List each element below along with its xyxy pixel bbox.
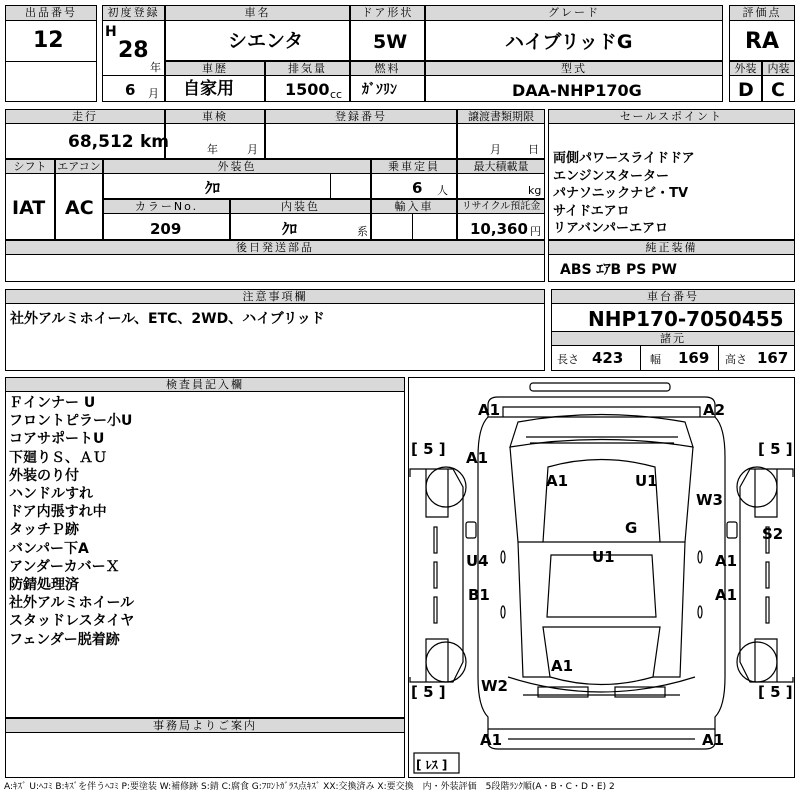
dims-width-label: 幅 (650, 353, 661, 366)
inspector-header: 検査員記入欄 (5, 377, 405, 392)
score-header: 評価点 (729, 5, 795, 21)
plate-header: 登録番号 (265, 109, 457, 124)
inspector-line: アンダーカバーＸ (9, 558, 120, 575)
ac-header: エアコン (55, 159, 103, 174)
chassis-value: NHP170-7050455 (588, 307, 784, 331)
sales-point-item: エンジンスターター (553, 168, 669, 184)
damage-mark: A1 (480, 731, 503, 749)
damage-mark: W3 (696, 491, 723, 509)
max-load-unit: kg (528, 184, 542, 197)
first-registration-year-unit: 年 (150, 61, 161, 74)
mileage-unit: km (140, 132, 170, 152)
legend: A:ｷｽﾞ U:ﾍｺﾐ B:ｷｽﾞを伴うﾍｺﾐ P:要塗装 W:補修跡 S:錆 C:腐食 G:ﾌﾛﾝﾄｶﾞﾗｽ点ｷｽﾞ XX:交換済み X:要交換 内・外装評価 5段階ﾗﾝｸ順(A・B・C・D・E) 2 (4, 782, 615, 792)
import-header: 輸入車 (371, 199, 457, 214)
int-color-header: 内装色 (230, 199, 371, 214)
damage-mark: A1 (715, 586, 738, 604)
door-value: 5W (373, 31, 408, 53)
color-no-header: カラーNo. (103, 199, 230, 214)
inspection-year-unit: 年 (207, 143, 218, 156)
sales-points-header: セールスポイント (548, 109, 795, 124)
int-grade-value: C (771, 79, 785, 101)
damage-mark: A1 (715, 552, 738, 570)
inspector-line: 防錆処理済 (9, 577, 79, 594)
notes-header: 注意事項欄 (5, 289, 545, 304)
inspection-header: 車検 (165, 109, 265, 124)
score-value: RA (745, 29, 779, 54)
int-color-value: ｸﾛ (282, 220, 298, 238)
ext-grade-header: 外装 (729, 61, 762, 76)
recycle-header: リサイクル預託金 (457, 199, 545, 214)
damage-mark: W2 (481, 677, 508, 695)
chassis-header: 車台番号 (551, 289, 795, 304)
tire-mark-front-right: [ 5 ] (758, 440, 793, 458)
sales-point-item: サイドエアロ (553, 203, 630, 219)
damage-mark: A1 (546, 472, 569, 490)
int-color-unit: 系 (357, 225, 368, 238)
first-registration-era: H (105, 24, 117, 40)
damage-mark: A1 (702, 731, 725, 749)
first-registration-year: 28 (118, 38, 149, 63)
fuel-header: 燃料 (350, 61, 425, 76)
capacity-value: 6 (412, 179, 423, 197)
first-registration-month: 6 (125, 81, 136, 99)
inspector-line: コアサポートU (9, 431, 105, 448)
tire-mark-front-left: [ 5 ] (411, 440, 446, 458)
ac-value: AC (65, 197, 94, 219)
model-code-header: 型式 (425, 61, 723, 76)
inspector-line: 外装のり付 (9, 467, 79, 484)
spare-tire-mark: [ ﾚｽ ] (416, 758, 448, 772)
lot-number-header: 出品番号 (5, 5, 97, 21)
sales-point-item: パナソニックナビ・TV (553, 186, 689, 201)
dims-header: 諸元 (551, 331, 795, 346)
recycle-value: 10,360 (470, 220, 528, 238)
inspector-line: タッチＰ跡 (9, 522, 79, 539)
mileage-value: 68,512 (68, 132, 134, 152)
dims-length-label: 長さ (557, 353, 579, 366)
damage-diagram (408, 377, 795, 778)
inspector-line: フェンダー脱着跡 (9, 631, 120, 648)
notes-value: 社外アルミホイール、ETC、2WD、ハイブリッド (10, 311, 325, 327)
transfer-header: 譲渡書類期限 (457, 109, 545, 124)
displacement-unit: cc (330, 88, 343, 101)
inspector-line: バンパー下A (9, 540, 89, 557)
fuel-value: ｶﾞｿﾘﾝ (362, 82, 397, 98)
grade-header: グレード (425, 5, 723, 21)
dims-height-label: 高さ (725, 353, 747, 366)
damage-mark: B1 (468, 586, 490, 604)
inspection-month-unit: 月 (247, 143, 258, 156)
damage-mark: A1 (551, 657, 574, 675)
shift-header: シフト (5, 159, 55, 174)
inspector-list (9, 394, 134, 649)
damage-mark: U1 (592, 548, 615, 566)
dims-length-value: 423 (592, 349, 624, 367)
tire-mark-rear-right: [ 5 ] (758, 683, 793, 701)
shift-value: IAT (12, 197, 46, 219)
ext-color-divider (330, 174, 331, 199)
first-registration-divider (102, 75, 165, 76)
damage-mark: U1 (635, 472, 658, 490)
ext-color-value: ｸﾛ (205, 179, 221, 197)
damage-mark: A2 (703, 401, 726, 419)
displacement-header: 排気量 (265, 61, 350, 76)
door-header: ドア形状 (350, 5, 425, 21)
later-parts-header: 後日発送部品 (5, 240, 545, 255)
sales-point-item: 両側パワースライドドア (553, 151, 695, 166)
car-name-header: 車名 (165, 5, 350, 21)
recycle-unit: 円 (530, 225, 541, 238)
int-grade-header: 内装 (762, 61, 795, 76)
lot-number-value: 12 (33, 28, 64, 53)
sales-points-list (553, 150, 695, 238)
dims-height-value: 167 (757, 349, 789, 367)
damage-mark: S2 (762, 525, 784, 543)
inspector-line: フロントピラー小U (9, 413, 133, 430)
capacity-header: 乗車定員 (371, 159, 457, 174)
first-registration-month-unit: 月 (148, 87, 159, 100)
max-load-header: 最大積載量 (457, 159, 545, 174)
sales-point-item: リアバンパーエアロ (553, 221, 669, 236)
damage-mark: A1 (478, 401, 501, 419)
ext-grade-value: D (738, 79, 754, 101)
equipment-header: 純正装備 (548, 240, 795, 255)
model-code-value: DAA-NHP170G (512, 81, 642, 100)
inspector-line: スタッドレスタイヤ (9, 613, 135, 630)
inspector-line: Ｆインナー U (9, 395, 96, 411)
equipment-value: ABS ｴｱB PS PW (560, 262, 677, 278)
transfer-day-unit: 日 (528, 143, 539, 156)
office-header: 事務局よりご案内 (5, 718, 405, 733)
inspector-line: ドア内張すれ中 (9, 504, 107, 521)
damage-mark: G (625, 519, 638, 537)
mileage-header: 走行 (5, 109, 165, 124)
dims-divider-1 (640, 346, 641, 371)
damage-mark: A1 (466, 449, 489, 467)
dims-divider-2 (718, 346, 719, 371)
color-no-value: 209 (150, 220, 182, 238)
transfer-month-unit: 月 (490, 143, 501, 156)
car-name-value: シエンタ (228, 30, 304, 52)
history-header: 車歴 (165, 61, 265, 76)
lot-number-divider (5, 61, 97, 62)
first-registration-header: 初度登録 (102, 5, 165, 21)
damage-mark: U4 (466, 552, 489, 570)
grade-value: ハイブリッドG (505, 31, 633, 53)
dims-width-value: 169 (678, 349, 710, 367)
history-value: 自家用 (183, 79, 234, 99)
import-divider (412, 214, 413, 240)
capacity-unit: 人 (437, 184, 448, 197)
ext-color-header: 外装色 (103, 159, 371, 174)
inspector-line: 下廻りＳ、ＡＵ (9, 449, 107, 466)
inspector-line: 社外アルミホイール (9, 595, 135, 612)
inspector-line: ハンドルすれ (9, 486, 93, 503)
tire-mark-rear-left: [ 5 ] (411, 683, 446, 701)
displacement-value: 1500 (285, 80, 330, 99)
